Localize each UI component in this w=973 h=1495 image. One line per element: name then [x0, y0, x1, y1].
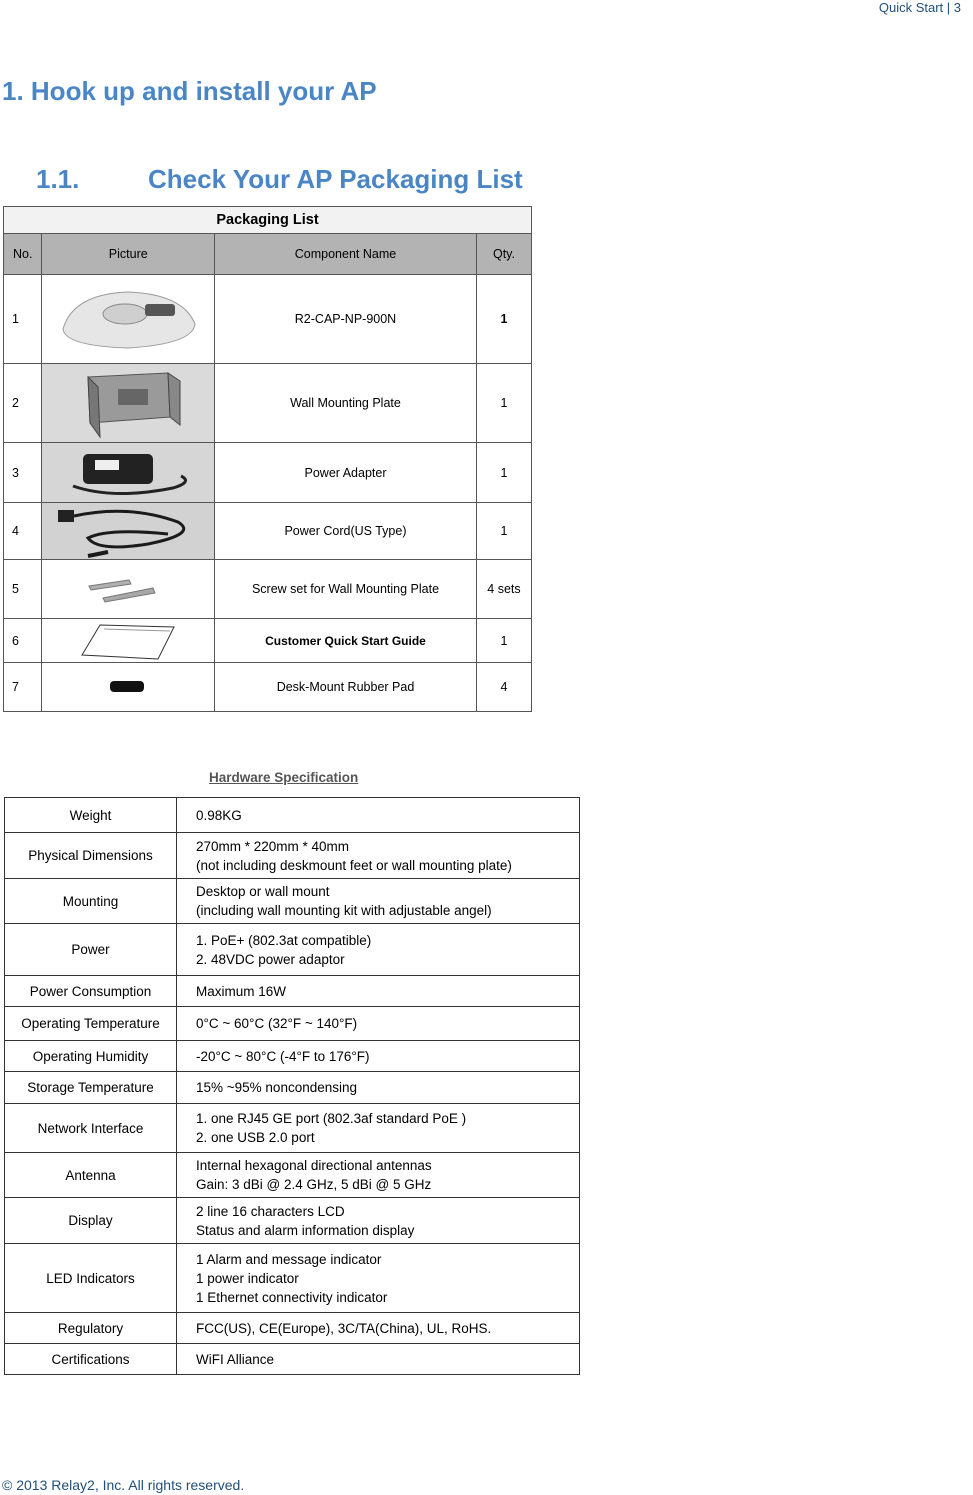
row-number: 2	[4, 364, 42, 443]
spec-value	[177, 924, 580, 976]
packaging-list-caption: Packaging List	[4, 207, 532, 234]
row-number: 1	[4, 275, 42, 364]
power-cord-icon	[42, 503, 215, 560]
table-row	[4, 275, 532, 364]
spec-row	[5, 1153, 580, 1198]
spec-key: Network Interface	[5, 1104, 177, 1153]
spec-value-line: Status and alarm information display	[196, 1222, 415, 1238]
spec-value	[177, 1313, 580, 1344]
table-row	[4, 619, 532, 663]
spec-value-line: 1 power indicator	[196, 1270, 299, 1286]
spec-value	[177, 798, 580, 833]
subsection-title: Check Your AP Packaging List	[148, 164, 523, 194]
spec-row	[5, 1007, 580, 1041]
spec-value	[177, 1153, 580, 1198]
spec-row	[5, 924, 580, 976]
spec-value-line: Gain: 3 dBi @ 2.4 GHz, 5 dBi @ 5 GHz	[196, 1177, 432, 1192]
spec-key: Power	[5, 924, 177, 976]
hardware-spec-table	[4, 797, 580, 1375]
spec-value-line: 1 Alarm and message indicator	[196, 1251, 382, 1267]
spec-value-line: 2 line 16 characters LCD	[196, 1203, 345, 1219]
component-qty: 1	[476, 443, 531, 503]
spec-row	[5, 1072, 580, 1104]
spec-row	[5, 976, 580, 1007]
spec-value-line: Maximum 16W	[196, 983, 287, 999]
spec-row	[5, 833, 580, 879]
spec-value-line: (including wall mounting kit with adjustable angel)	[196, 903, 492, 918]
row-number: 5	[4, 560, 42, 619]
spec-key: Physical Dimensions	[5, 833, 177, 879]
column-header: Picture	[42, 234, 215, 275]
component-qty: 4 sets	[476, 560, 531, 619]
guide-icon	[42, 619, 215, 663]
component-qty: 1	[476, 619, 531, 663]
table-row	[4, 364, 532, 443]
row-number: 3	[4, 443, 42, 503]
spec-value-line: 2. 48VDC power adaptor	[196, 951, 345, 967]
spec-value	[177, 1072, 580, 1104]
rubber-pad-icon	[42, 663, 215, 712]
component-name: Customer Quick Start Guide	[215, 619, 477, 663]
spec-value	[177, 1007, 580, 1041]
spec-key: Certifications	[5, 1344, 177, 1375]
page-footer: © 2013 Relay2, Inc. All rights reserved.	[2, 1477, 245, 1493]
spec-key: Antenna	[5, 1153, 177, 1198]
spec-key: LED Indicators	[5, 1244, 177, 1313]
column-header: Qty.	[476, 234, 531, 275]
spec-value	[177, 1344, 580, 1375]
component-name: Power Cord(US Type)	[215, 503, 477, 560]
row-number: 7	[4, 663, 42, 712]
spec-value-line: FCC(US), CE(Europe), 3C/TA(China), UL, RoHS.	[196, 1320, 492, 1336]
section-heading: 1. Hook up and install your AP	[2, 76, 377, 106]
spec-value	[177, 833, 580, 879]
component-qty: 1	[476, 275, 531, 364]
screw-icon	[42, 560, 215, 619]
spec-title: Hardware Specification	[209, 770, 359, 785]
spec-key: Weight	[5, 798, 177, 833]
column-header: Component Name	[215, 234, 477, 275]
packaging-list-table	[3, 206, 532, 712]
component-qty: 1	[476, 503, 531, 560]
spec-key: Mounting	[5, 879, 177, 924]
component-name: R2-CAP-NP-900N	[215, 275, 477, 364]
row-number: 4	[4, 503, 42, 560]
spec-value-line: Desktop or wall mount	[196, 884, 330, 899]
spec-value-line: 1 Ethernet connectivity indicator	[196, 1289, 388, 1305]
component-qty: 1	[476, 364, 531, 443]
spec-value-line: 2. one USB 2.0 port	[196, 1130, 315, 1145]
spec-value-line: 0.98KG	[196, 807, 242, 823]
table-row	[4, 560, 532, 619]
subsection-number: 1.1.	[36, 164, 80, 194]
spec-row	[5, 798, 580, 833]
spec-value	[177, 1041, 580, 1072]
spec-value	[177, 976, 580, 1007]
power-adapter-icon	[42, 443, 215, 503]
spec-value-line: 1. one RJ45 GE port (802.3af standard PoE )	[196, 1111, 467, 1126]
spec-key: Operating Temperature	[5, 1007, 177, 1041]
spec-key: Display	[5, 1198, 177, 1244]
row-number: 6	[4, 619, 42, 663]
spec-value-line: WiFI Alliance	[196, 1351, 275, 1367]
spec-value-line: Internal hexagonal directional antennas	[196, 1158, 432, 1173]
spec-key: Storage Temperature	[5, 1072, 177, 1104]
access-point-icon	[42, 275, 215, 364]
spec-value	[177, 879, 580, 924]
spec-value-line: 0°C ~ 60°C (32°F ~ 140°F)	[196, 1016, 358, 1031]
spec-value	[177, 1244, 580, 1313]
spec-key: Regulatory	[5, 1313, 177, 1344]
spec-row	[5, 1041, 580, 1072]
spec-value-line: 1. PoE+ (802.3at compatible)	[196, 932, 372, 948]
spec-row	[5, 1344, 580, 1375]
spec-value-line: (not including deskmount feet or wall mounting plate)	[196, 857, 512, 873]
component-name: Screw set for Wall Mounting Plate	[215, 560, 477, 619]
spec-key: Power Consumption	[5, 976, 177, 1007]
component-name: Wall Mounting Plate	[215, 364, 477, 443]
table-row	[4, 663, 532, 712]
component-qty: 4	[476, 663, 531, 712]
page-header: Quick Start | 3	[878, 0, 961, 15]
spec-value-line: 270mm * 220mm * 40mm	[196, 838, 350, 854]
spec-row	[5, 1198, 580, 1244]
table-row	[4, 503, 532, 560]
table-row	[4, 443, 532, 503]
column-header: No.	[4, 234, 42, 275]
subsection-heading	[36, 164, 523, 195]
mounting-plate-icon	[42, 364, 215, 443]
component-name: Power Adapter	[215, 443, 477, 503]
component-name: Desk-Mount Rubber Pad	[215, 663, 477, 712]
spec-row	[5, 1313, 580, 1344]
spec-value-line: 15% ~95% noncondensing	[196, 1080, 358, 1095]
spec-row	[5, 1244, 580, 1313]
spec-value	[177, 1198, 580, 1244]
spec-key: Operating Humidity	[5, 1041, 177, 1072]
spec-row	[5, 879, 580, 924]
spec-value-line: -20°C ~ 80°C (-4°F to 176°F)	[196, 1048, 370, 1064]
spec-value	[177, 1104, 580, 1153]
spec-row	[5, 1104, 580, 1153]
